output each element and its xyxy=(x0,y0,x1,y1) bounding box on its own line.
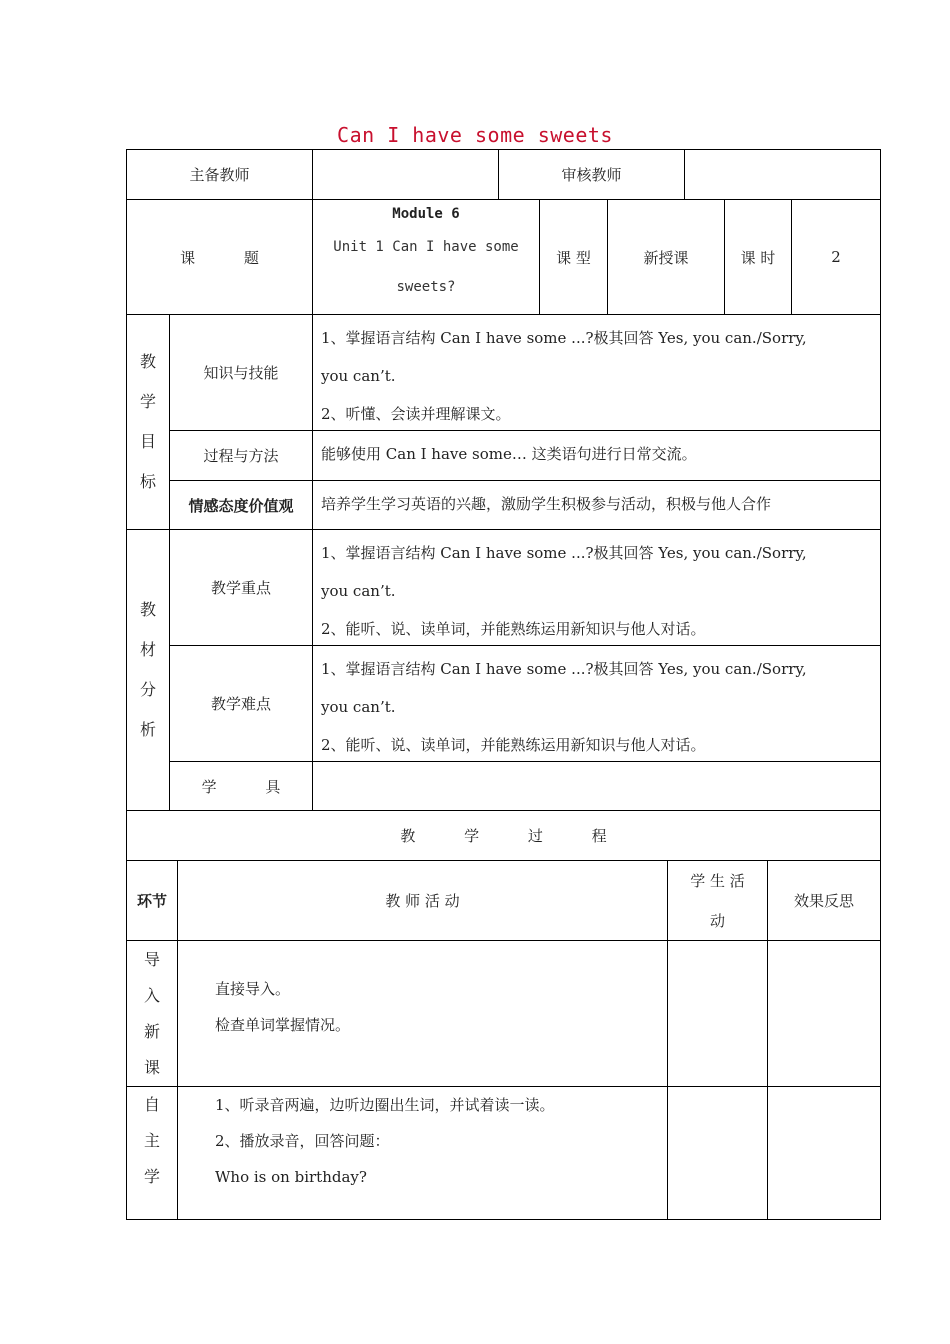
student-activity-intro xyxy=(667,940,768,1087)
topic-module: Module 6 xyxy=(392,206,460,222)
teacher-activity-self-study: 1、听录音两遍，边听边圈出生词，并试着读一读。 2、播放录音，回答问题： Who is on birthday? xyxy=(177,1086,668,1220)
main-teacher-value xyxy=(312,149,499,200)
col-teacher-activity: 教 师 活 动 xyxy=(177,860,668,941)
process-method-text: 能够使用 Can I have some… 这类语句进行日常交流。 xyxy=(312,430,881,481)
main-teacher-label: 主备教师 xyxy=(126,149,313,200)
type-value: 新授课 xyxy=(607,199,725,315)
hours-label: 课 时 xyxy=(724,199,792,315)
review-teacher-value xyxy=(684,149,881,200)
topic-unit-cont: sweets? xyxy=(396,279,456,295)
key-point-text: 1、掌握语言结构 Can I have some ...?极其回答 Yes, you can./Sorry, you can’t. 2、能听、说、读单词，并能熟练运用新知识与他人对话。 xyxy=(312,529,881,646)
emotion-label: 情感态度价值观 xyxy=(169,480,313,530)
col-reflection: 效果反思 xyxy=(767,860,881,941)
key-point-label: 教学重点 xyxy=(169,529,313,646)
reflection-intro xyxy=(767,940,881,1087)
review-teacher-label: 审核教师 xyxy=(498,149,685,200)
knowledge-label: 知识与技能 xyxy=(169,314,313,431)
knowledge-text: 1、掌握语言结构 Can I have some ...?极其回答 Yes, you can./Sorry, you can’t. 2、听懂、会读并理解课文。 xyxy=(312,314,881,431)
reflection-self-study xyxy=(767,1086,881,1220)
col-student-activity: 学 生 活 动 xyxy=(667,860,768,941)
hours-value: 2 xyxy=(791,199,881,315)
goals-section-label: 教 学 目 标 xyxy=(126,314,170,530)
process-method-label: 过程与方法 xyxy=(169,430,313,481)
col-stage: 环节 xyxy=(126,860,178,941)
emotion-text: 培养学生学习英语的兴趣，激励学生积极参与活动，积极与他人合作 xyxy=(312,480,881,530)
tools-label: 学 具 xyxy=(169,761,313,811)
teacher-activity-intro: 直接导入。 检查单词掌握情况。 xyxy=(177,940,668,1087)
process-heading: 教 学 过 程 xyxy=(126,810,881,861)
stage-intro: 导 入 新 课 xyxy=(126,940,178,1087)
topic-unit: Unit 1 Can I have some xyxy=(333,239,519,255)
difficulty-text: 1、掌握语言结构 Can I have some ...?极其回答 Yes, you can./Sorry, you can’t. 2、能听、说、读单词，并能熟练运用新知识与他人对话。 xyxy=(312,645,881,762)
stage-self-study: 自 主 学 xyxy=(126,1086,178,1220)
type-label: 课 型 xyxy=(539,199,608,315)
student-activity-self-study xyxy=(667,1086,768,1220)
topic-value xyxy=(312,199,540,315)
topic-label: 课 题 xyxy=(126,199,313,315)
difficulty-label: 教学难点 xyxy=(169,645,313,762)
tools-value xyxy=(312,761,881,811)
analysis-section-label: 教 材 分 析 xyxy=(126,529,170,811)
document-title: Can I have some sweets xyxy=(337,123,613,147)
